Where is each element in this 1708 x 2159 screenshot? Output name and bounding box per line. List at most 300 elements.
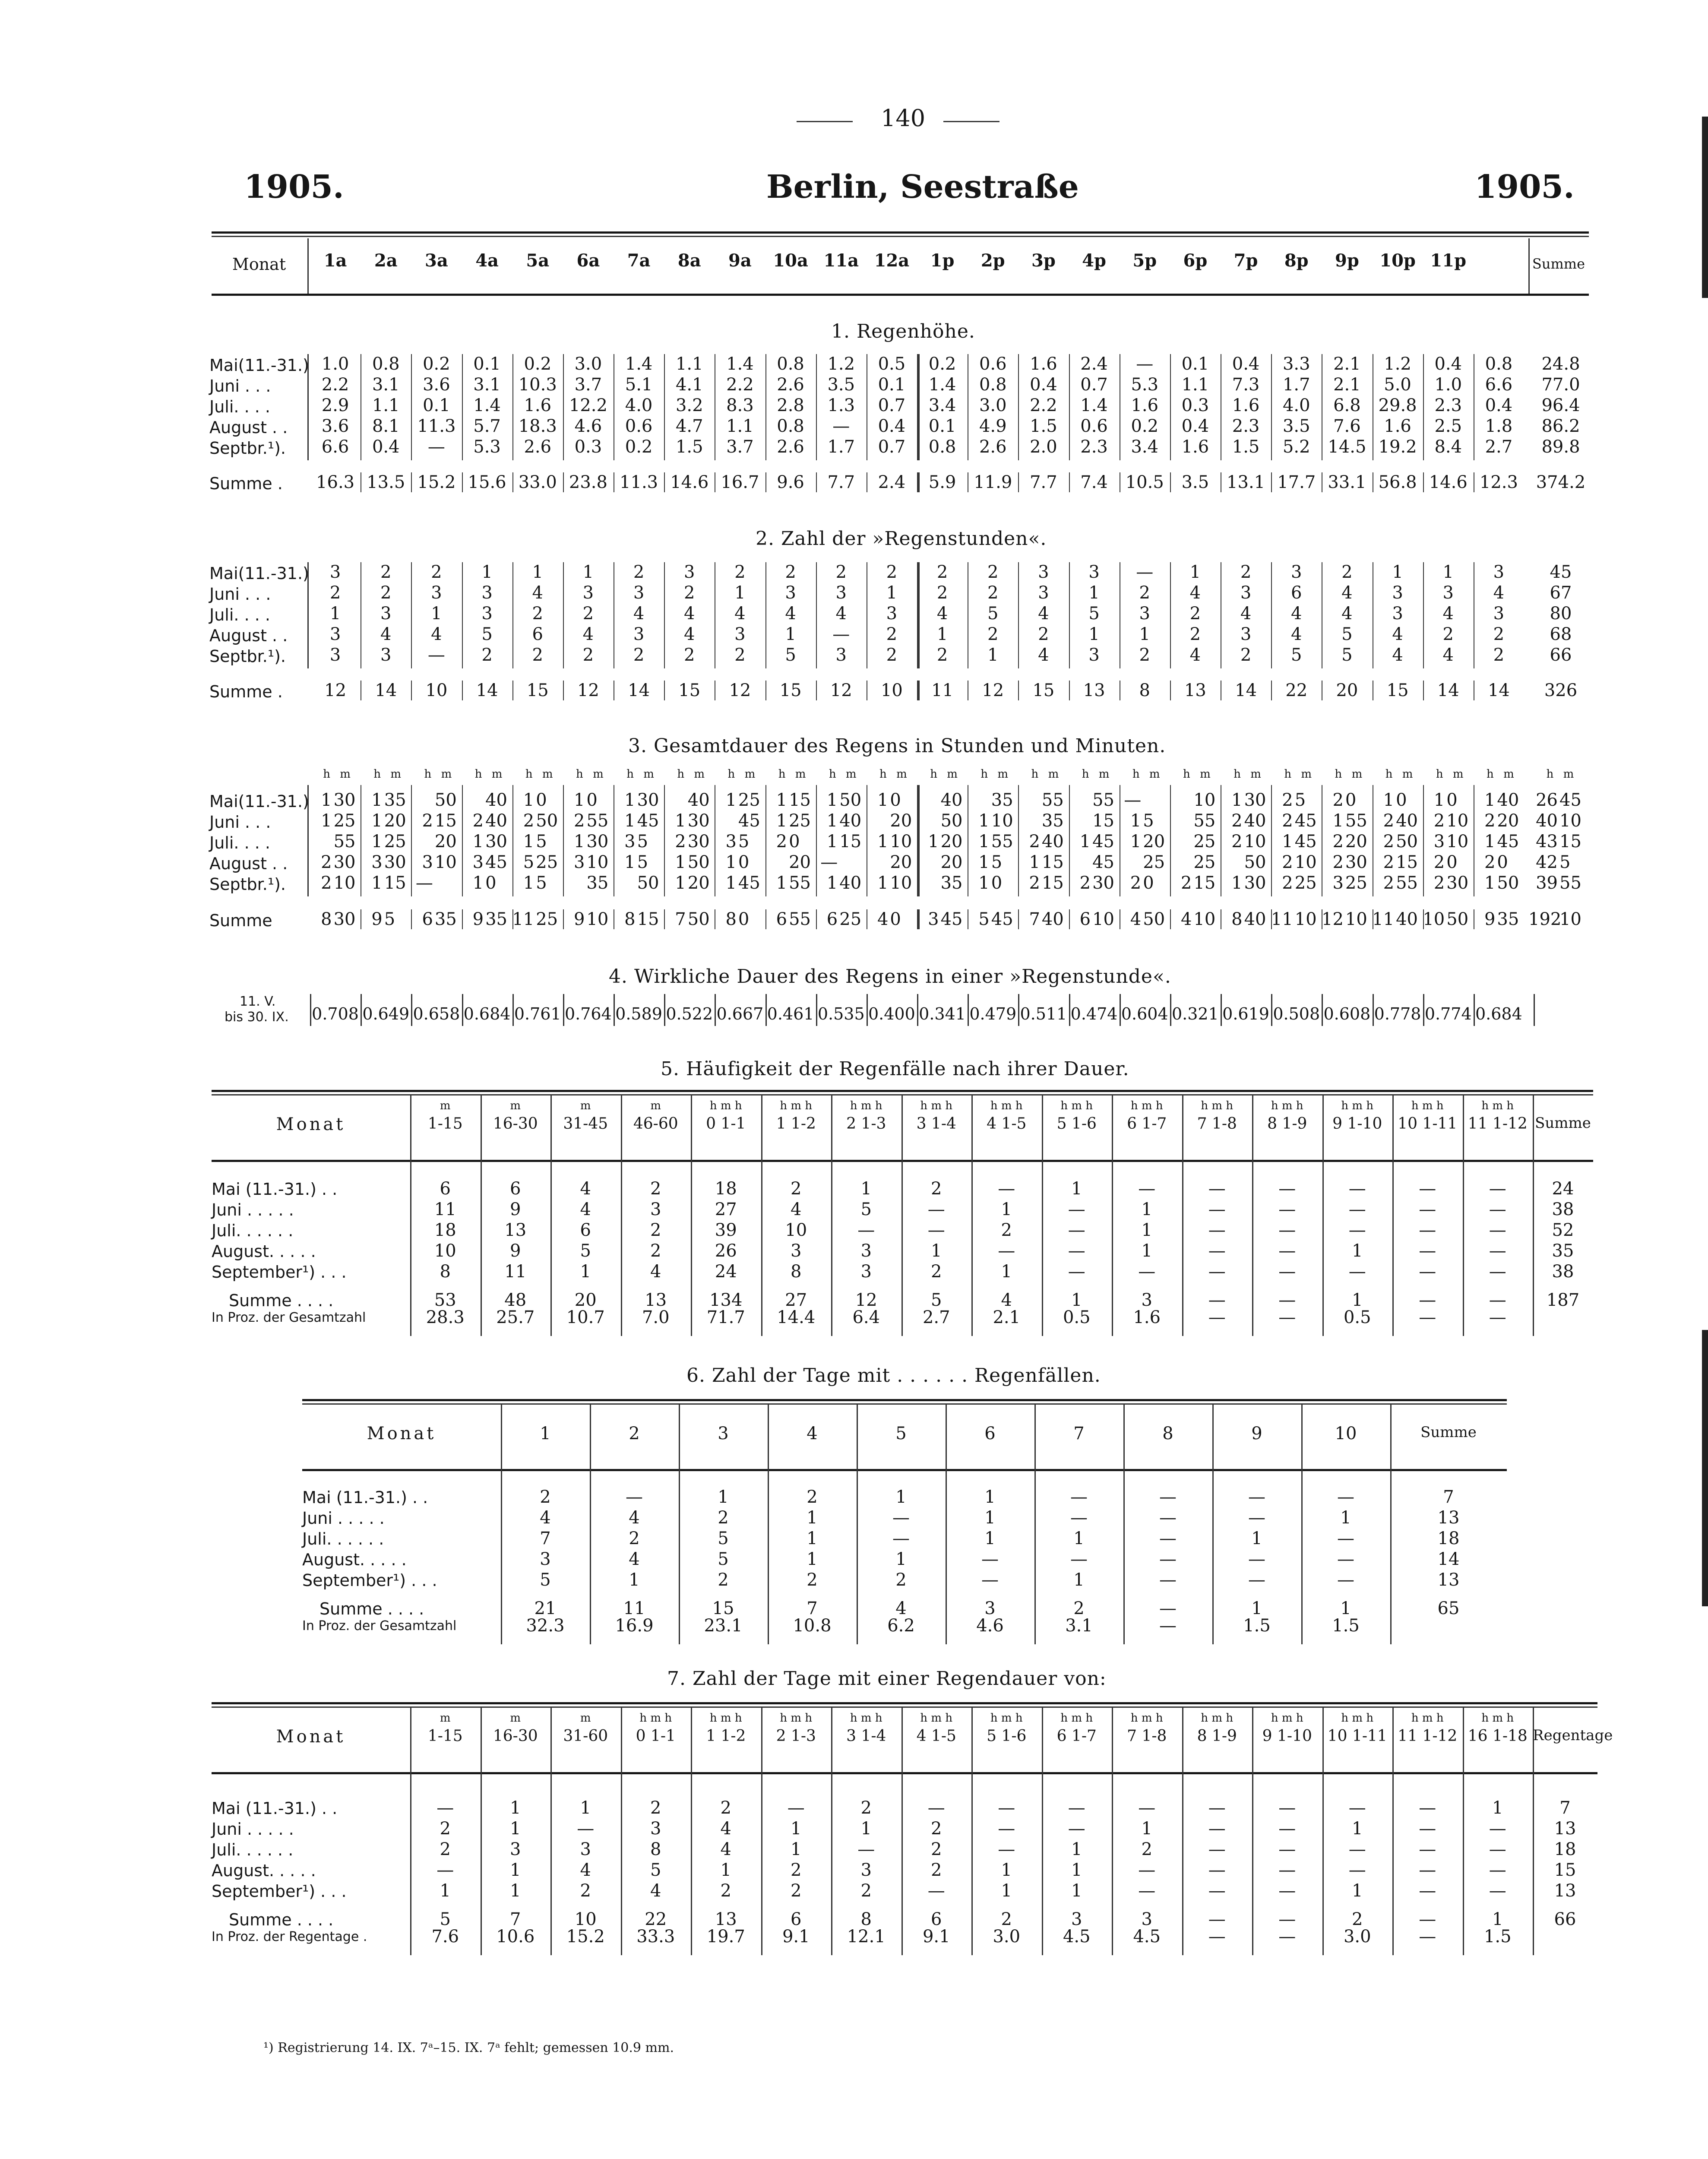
table-top-rule-2 — [302, 1403, 1507, 1405]
value-cell: 13 — [1083, 681, 1105, 700]
row-label: Summe — [209, 911, 272, 930]
value-cell: 27 — [715, 1200, 737, 1219]
value-cell: 3 — [1141, 1909, 1152, 1929]
value-cell: 33.0 — [518, 472, 557, 492]
row-label: August. . . . . — [212, 1861, 316, 1880]
column-header-unit: h m h — [1201, 1099, 1234, 1112]
value-cell: 1.0 — [321, 354, 349, 374]
value-minutes: 40 — [839, 811, 862, 831]
value-cell: 3 — [1088, 645, 1100, 665]
value-minutes: 55 — [1092, 790, 1114, 810]
column-header-unit: h m h — [990, 1712, 1023, 1725]
value-cell: 1 — [1492, 1909, 1503, 1929]
value-cell: — — [1138, 1262, 1156, 1282]
value-cell: 1 — [329, 604, 341, 624]
column-divider — [816, 994, 817, 1026]
ratio-cell: 0.508 — [1273, 1004, 1320, 1023]
value-cell: 4 — [633, 604, 645, 624]
column-header-range: 10 1-11 — [1327, 1727, 1387, 1745]
row-label: August. . . . . — [212, 1242, 316, 1261]
column-divider — [411, 354, 412, 460]
value-cell: 2.1 — [1333, 354, 1361, 374]
column-divider — [1373, 994, 1374, 1026]
value-cell: 13 — [504, 1220, 527, 1240]
value-cell: 4 — [1189, 583, 1201, 603]
value-cell: 2.6 — [524, 437, 552, 457]
header-top-rule — [212, 231, 1589, 234]
value-hours: 2 — [675, 832, 686, 852]
value-cell: 4 — [380, 624, 392, 644]
column-divider — [1322, 994, 1323, 1026]
table-top-rule-2 — [212, 1706, 1597, 1708]
section-3-title: 3. Gesamtdauer des Regens in Stunden und Minuten. — [628, 735, 1166, 757]
value-cell: 10 — [574, 1909, 597, 1929]
column-header: 6 — [984, 1424, 996, 1444]
value-cell: 1 — [936, 624, 948, 644]
value-hours: 1 — [978, 852, 990, 872]
value-cell: — — [832, 624, 850, 644]
value-cell: 0.5 — [1063, 1307, 1091, 1327]
value-cell: — — [1070, 1487, 1088, 1507]
column-header-unit: h m h — [1201, 1712, 1234, 1725]
value-cell: 1 — [1001, 1262, 1012, 1282]
value-cell: 4 — [785, 604, 796, 624]
value-minutes: 30 — [637, 790, 659, 810]
value-minutes: 20 — [890, 811, 912, 831]
row-label: Juli. . . . . . — [212, 1221, 294, 1240]
value-cell: 1.7 — [1282, 375, 1310, 395]
hour-header-cell — [617, 250, 661, 271]
value-minutes: 40 — [1244, 909, 1266, 929]
summe-header: Regentage — [1533, 1727, 1613, 1744]
value-hours: 1 — [978, 811, 990, 831]
section-2-title: 2. Zahl der »Regenstunden«. — [756, 528, 1047, 550]
value-cell: 3 — [835, 583, 847, 603]
value-cell: 2 — [1189, 624, 1201, 644]
unit-hours: h — [1031, 768, 1039, 781]
unit-minutes: m — [1351, 768, 1363, 781]
value-hours: 1 — [573, 832, 585, 852]
value-cell: 23.1 — [704, 1616, 743, 1636]
value-cell: 5 — [785, 645, 796, 665]
value-cell: 0.8 — [777, 354, 804, 374]
value-minutes: 30 — [1345, 852, 1367, 872]
hour-header-label: 9a — [728, 250, 752, 271]
value-cell: 1.4 — [473, 396, 501, 415]
column-divider — [1120, 994, 1121, 1026]
value-minutes: 10 — [434, 852, 457, 872]
value-minutes: 25 — [1193, 832, 1216, 852]
value-hours: 8 — [321, 909, 332, 929]
unit-minutes: m — [1250, 768, 1261, 781]
value-cell: 2.3 — [1232, 416, 1260, 436]
sum-minutes: 45 — [1559, 790, 1581, 810]
value-cell: — — [1278, 1927, 1296, 1947]
value-cell: 2 — [431, 562, 442, 582]
value-cell: 4.0 — [1282, 396, 1310, 415]
column-header-range: 46-60 — [633, 1115, 678, 1133]
value-cell: 4 — [1038, 604, 1049, 624]
value-cell: 3 — [860, 1241, 872, 1261]
value-minutes: 30 — [1446, 873, 1469, 893]
monat-header: Monat — [232, 255, 286, 274]
value-cell: 18 — [434, 1220, 456, 1240]
value-cell: 3.1 — [372, 375, 400, 395]
value-cell: — — [1489, 1179, 1506, 1199]
value-cell: 2 — [532, 645, 543, 665]
value-hours: 2 — [1383, 852, 1395, 872]
value-cell: 27 — [785, 1290, 807, 1310]
value-cell: 24 — [715, 1262, 737, 1282]
unit-minutes: m — [1048, 768, 1059, 781]
percent-row — [0, 1307, 1708, 1328]
value-cell: 0.3 — [1181, 396, 1209, 415]
value-cell: 3.5 — [1181, 472, 1209, 492]
value-cell: — — [1278, 1881, 1296, 1901]
value-cell: 5 — [1291, 645, 1302, 665]
value-hours: 8 — [624, 909, 636, 929]
unit-hours: h — [1284, 768, 1292, 781]
value-cell: 1 — [431, 604, 442, 624]
value-cell: 1 — [984, 1508, 996, 1528]
value-cell: 12.3 — [1479, 472, 1518, 492]
value-cell: 10.7 — [566, 1307, 605, 1327]
value-cell: 2.6 — [979, 437, 1007, 457]
value-cell: 1 — [1073, 1570, 1085, 1590]
column-divider — [968, 994, 969, 1026]
value-minutes: 0 — [738, 909, 750, 929]
column-divider — [1423, 354, 1424, 460]
value-cell: 6 — [1291, 583, 1302, 603]
value-minutes: 45 — [1092, 852, 1114, 872]
value-cell: 3 — [329, 645, 341, 665]
value-cell: — — [1248, 1487, 1265, 1507]
sum-hours: 192 — [1528, 909, 1562, 929]
value-cell: 3 — [1240, 583, 1252, 603]
value-cell: — — [626, 1487, 643, 1507]
value-cell: 19.2 — [1378, 437, 1417, 457]
column-divider — [1271, 994, 1272, 1026]
section-4-label-1: 11. V. — [240, 994, 276, 1009]
column-divider — [1018, 785, 1019, 896]
value-hours: 1 — [826, 811, 838, 831]
value-hours: 1 — [371, 873, 383, 893]
value-cell: — — [998, 1819, 1015, 1839]
month-row — [0, 1549, 1708, 1570]
value-cell: — — [436, 1860, 454, 1880]
value-cell: — — [1208, 1927, 1226, 1947]
value-cell: 4.6 — [574, 416, 602, 436]
column-header-range: 1 1-2 — [706, 1727, 746, 1745]
value-cell: 8.3 — [726, 396, 754, 415]
column-divider — [1069, 994, 1070, 1026]
value-cell: 4.0 — [625, 396, 653, 415]
value-cell: — — [787, 1798, 805, 1818]
value-cell: 11 — [504, 1262, 527, 1282]
column-divider — [411, 472, 412, 492]
unit-hours: h — [1132, 768, 1140, 781]
value-minutes: 30 — [586, 832, 609, 852]
value-cell: — — [857, 1220, 875, 1240]
value-cell: 1.1 — [372, 396, 400, 415]
value-cell: — — [1208, 1290, 1226, 1310]
column-header-range: 8 1-9 — [1267, 1115, 1307, 1133]
unit-hours: h — [778, 768, 786, 781]
value-cell: 2 — [633, 645, 645, 665]
value-cell: 3 — [380, 604, 392, 624]
value-cell: — — [1208, 1262, 1226, 1282]
value-cell: 29.8 — [1378, 396, 1417, 415]
value-cell: 1 — [510, 1881, 521, 1901]
value-cell: — — [1337, 1487, 1354, 1507]
value-cell: 5.3 — [473, 437, 501, 457]
value-hours: 8 — [1231, 909, 1243, 929]
value-hours: 2 — [1079, 873, 1091, 893]
column-divider — [816, 562, 817, 668]
value-cell: 26 — [715, 1241, 737, 1261]
value-cell: 6.6 — [1485, 375, 1513, 395]
footnote: ¹) Registrierung 14. IX. 7ᵃ–15. IX. 7ᵃ fehlt; gemessen 10.9 mm. — [263, 2040, 674, 2055]
value-hours: 2 — [1282, 852, 1293, 872]
value-cell: 4.7 — [675, 416, 703, 436]
value-cell: 4 — [431, 624, 442, 644]
sum-cell: 65 — [1437, 1599, 1460, 1618]
value-minutes: 40 — [1041, 832, 1064, 852]
column-divider — [816, 472, 817, 492]
value-cell: 1.5 — [1483, 1927, 1512, 1947]
value-cell: 15 — [1032, 681, 1055, 700]
value-cell: 1 — [718, 1487, 729, 1507]
value-cell: 1.2 — [1384, 354, 1411, 374]
value-cell: 3.7 — [726, 437, 754, 457]
value-minutes: 50 — [687, 852, 710, 872]
value-cell: 2 — [860, 1881, 872, 1901]
value-cell: 0.1 — [1181, 354, 1209, 374]
value-cell: 5.3 — [1131, 375, 1159, 395]
value-cell: 7.4 — [1080, 472, 1108, 492]
value-cell: 8 — [650, 1839, 661, 1859]
value-cell: 5 — [718, 1549, 729, 1569]
value-cell: 2 — [1141, 1839, 1152, 1859]
value-cell: 15.2 — [566, 1927, 605, 1947]
column-header-range: 5 1-6 — [1056, 1115, 1097, 1133]
value-hours: — — [1124, 790, 1142, 810]
month-row — [0, 790, 1708, 811]
column-divider — [664, 994, 665, 1026]
column-divider — [1069, 909, 1070, 929]
value-cell: 14.4 — [777, 1307, 816, 1327]
value-cell: — — [1278, 1179, 1296, 1199]
column-divider — [563, 994, 564, 1026]
value-cell: 3.0 — [993, 1927, 1021, 1947]
value-cell: — — [1159, 1599, 1177, 1618]
value-minutes: 10 — [1446, 832, 1469, 852]
value-cell: 1 — [987, 645, 999, 665]
column-divider — [765, 994, 767, 1026]
unit-hours: h — [525, 768, 533, 781]
value-cell: 4 — [684, 624, 695, 644]
column-divider — [917, 354, 920, 460]
value-cell: 1 — [807, 1549, 818, 1569]
sum-minutes: 10 — [1559, 811, 1581, 831]
value-cell: 3 — [1291, 562, 1302, 582]
value-hours: 1 — [472, 832, 484, 852]
value-cell: 3.5 — [827, 375, 855, 395]
value-minutes: 10 — [1193, 909, 1216, 929]
value-cell: — — [1070, 1549, 1088, 1569]
value-cell: 2.7 — [1485, 437, 1513, 457]
value-cell: 20 — [574, 1290, 597, 1310]
unit-minutes: m — [441, 768, 452, 781]
value-cell: 9 — [510, 1241, 521, 1261]
value-cell: 0.6 — [1080, 416, 1108, 436]
column-header-range: 2 1-3 — [846, 1115, 886, 1133]
ratio-cell: 0.461 — [767, 1004, 814, 1023]
ratio-cell: 0.764 — [565, 1004, 612, 1023]
summe-header: Summe — [1420, 1424, 1477, 1441]
value-minutes: 35 — [1041, 811, 1064, 831]
unit-minutes: m — [1098, 768, 1110, 781]
value-cell: 4 — [791, 1200, 802, 1219]
value-cell: 1.6 — [524, 396, 552, 415]
value-cell: 0.6 — [625, 416, 653, 436]
value-cell: — — [1068, 1241, 1085, 1261]
value-cell: 4 — [835, 604, 847, 624]
value-cell: 2 — [650, 1179, 661, 1199]
column-divider — [411, 562, 412, 668]
value-cell: 0.8 — [928, 437, 956, 457]
hour-header-label: 3a — [425, 250, 448, 271]
column-divider — [411, 994, 412, 1026]
value-cell: — — [1348, 1798, 1366, 1818]
value-cell: 7.6 — [1333, 416, 1361, 436]
value-minutes: 55 — [789, 873, 811, 893]
value-minutes: 50 — [940, 811, 963, 831]
value-minutes: 40 — [485, 790, 507, 810]
value-cell: 4 — [582, 624, 594, 644]
value-minutes: 40 — [1497, 790, 1519, 810]
value-cell: 12 — [324, 681, 347, 700]
value-hours: 1 — [826, 832, 838, 852]
sum-cell: 45 — [1550, 562, 1572, 582]
value-cell: 1 — [1251, 1599, 1262, 1618]
value-cell: 2.1 — [993, 1307, 1021, 1327]
column-header-range: 1-15 — [427, 1115, 463, 1133]
value-cell: 1 — [895, 1487, 907, 1507]
value-cell: 2.2 — [1030, 396, 1057, 415]
value-cell: 1 — [440, 1881, 451, 1901]
unit-minutes: m — [1452, 768, 1464, 781]
hour-header-label: 7p — [1234, 250, 1258, 271]
hour-header-label: 2a — [374, 250, 398, 271]
value-cell: — — [1419, 1881, 1436, 1901]
value-minutes: 35 — [586, 873, 609, 893]
value-minutes: 10 — [890, 873, 912, 893]
value-hours: 7 — [1029, 909, 1040, 929]
value-cell: 1.1 — [726, 416, 754, 436]
value-cell: 71.7 — [706, 1307, 745, 1327]
row-label: Mai (11.-31.) . . — [212, 1799, 338, 1818]
column-header: 9 — [1251, 1424, 1262, 1444]
unit-hours: h — [879, 768, 887, 781]
value-minutes: 25 — [1143, 852, 1165, 872]
value-minutes: 10 — [991, 811, 1013, 831]
value-minutes: 50 — [839, 790, 862, 810]
value-cell: 2 — [860, 1798, 872, 1818]
value-cell: 3.0 — [1343, 1927, 1371, 1947]
column-divider — [664, 681, 665, 700]
value-cell: 3 — [734, 624, 746, 644]
sum-cell: 35 — [1552, 1241, 1574, 1261]
value-cell: — — [1208, 1179, 1226, 1199]
value-cell: 7.3 — [1232, 375, 1260, 395]
value-cell: 17.7 — [1277, 472, 1316, 492]
sum-minutes: 55 — [1559, 873, 1581, 893]
value-cell: 4.1 — [675, 375, 703, 395]
section-5-title: 5. Häufigkeit der Regenfälle nach ihrer Dauer. — [661, 1058, 1129, 1080]
value-minutes: 10 — [1345, 909, 1367, 929]
value-cell: 1 — [791, 1819, 802, 1839]
value-cell: — — [1138, 1179, 1156, 1199]
value-cell: 0.6 — [979, 354, 1007, 374]
value-cell: 0.4 — [1232, 354, 1260, 374]
hour-header-cell — [1376, 250, 1419, 271]
value-cell: 5.2 — [1282, 437, 1310, 457]
value-minutes: 0 — [1143, 873, 1154, 893]
value-cell: 21 — [534, 1599, 557, 1618]
value-cell: 3.1 — [1065, 1616, 1093, 1636]
value-cell: — — [1419, 1307, 1436, 1327]
column-divider — [1423, 472, 1424, 492]
value-minutes: 20 — [434, 832, 457, 852]
column-header-range: 7 1-8 — [1197, 1115, 1237, 1133]
value-cell: — — [1489, 1200, 1506, 1219]
value-minutes: 45 — [1092, 832, 1114, 852]
value-minutes: 5 — [536, 873, 547, 893]
column-divider — [512, 785, 513, 896]
value-hours: 2 — [321, 873, 332, 893]
value-cell: 10 — [880, 681, 903, 700]
value-cell: 1.4 — [928, 375, 956, 395]
value-cell: 1 — [1340, 1508, 1351, 1528]
value-cell: 2 — [785, 562, 796, 582]
value-minutes: 30 — [687, 832, 710, 852]
value-cell: 5 — [580, 1241, 591, 1261]
scan-edge-mark-lower — [1702, 1330, 1708, 1606]
value-cell: 5 — [440, 1909, 451, 1929]
column-header-unit: h m h — [639, 1712, 672, 1725]
column-header-unit: h m h — [1130, 1099, 1163, 1112]
value-hours: 1 — [826, 790, 838, 810]
column-divider — [1271, 785, 1272, 896]
value-cell: 1.6 — [1232, 396, 1260, 415]
value-cell: 3 — [1141, 1290, 1152, 1310]
value-minutes: 45 — [991, 909, 1013, 929]
row-label: Mai(11.-31.) — [209, 564, 309, 583]
value-minutes: 15 — [789, 790, 811, 810]
value-minutes: 20 — [1497, 811, 1519, 831]
unit-hours: h — [829, 768, 836, 781]
unit-minutes: m — [542, 768, 553, 781]
value-cell: 15 — [526, 681, 549, 700]
value-cell: 1.4 — [726, 354, 754, 374]
row-label: Juli. . . . . . — [212, 1840, 294, 1859]
value-minutes: 20 — [789, 852, 811, 872]
column-divider — [664, 562, 665, 668]
value-cell: — — [1208, 1860, 1226, 1880]
value-hours: 11 — [1372, 909, 1395, 929]
value-cell: 4 — [629, 1508, 640, 1528]
